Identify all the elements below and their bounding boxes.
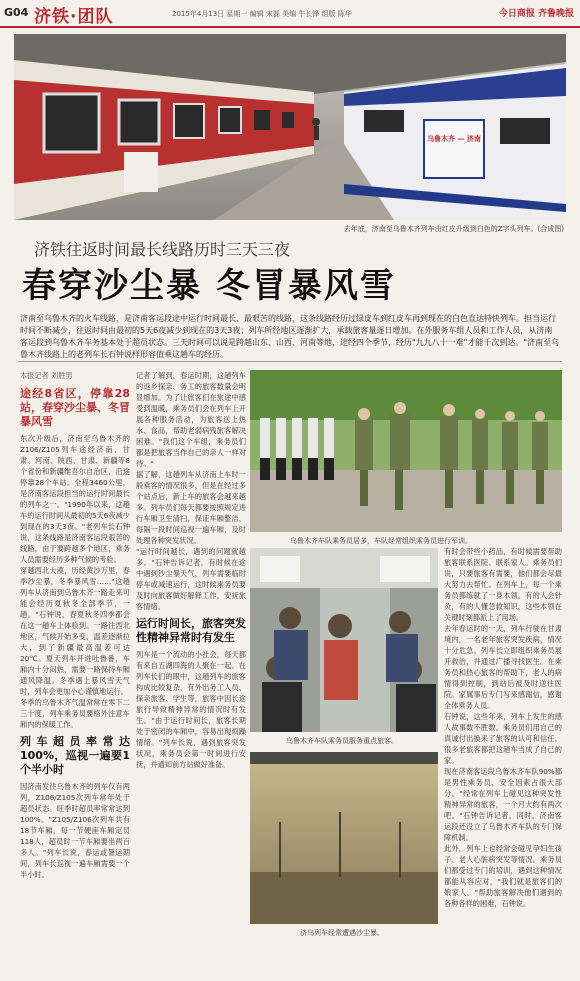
paragraph: 列车是一个流动的小社会，每天都有来自五湖四海的人聚在一起。在列车长们的眼中，这趟列车的旅客构成比较复杂，有外出务工人员、探亲旅客、学生等，旅客中因长途旅行导致精神异常的情况时有发生。"由于运行时间长，旅客长期处于密闭的车厢中，容易出现烦躁情绪。"列车长说，遇到旅客突发状况，乘务员会第一时间进行安抚，并通知前方站做好准备。 [136,650,246,769]
page-header [0,0,580,28]
newspaper-logo: 今日商报 齐鲁晚报 [498,9,574,19]
paragraph: 穿越西北大漠，历经黄沙万里，春季沙尘暴，冬季暴风雪……"这趟列车从济南到乌鲁木齐一路走来可能会经历夏秋冬全部季节，一趟。"石钟说，春夏秋冬四季都会在这一趟车上体验到。一路往西北地区，气候开始多变，温差逐渐拉大，到了新疆最高温差可达20℃。夏天列车开进吐鲁番，车厢内十分闷热，需要一路保持车厢通风降温。冬季遇上暴风雪天气时，列车会更加小心谨慎地运行。 [20,566,130,696]
subheadline: 济铁往返时间最长线路历时三天三夜 [34,240,291,259]
article-column-2 [136,370,246,975]
section-heading: 列车超员率常达100%，巡视一遍要1个半小时 [20,735,130,776]
paragraph: 去年春运时的一天，列车行驶在甘肃境内，一名老年旅客突发疾病，情况十分危急。列车长立即组织乘务员展开救治，并通过广播寻找医生。在乘务员和热心旅客的帮助下，老人的病情得到控制，到站后被及时送往医院。家属事后专门写来感谢信，感谢全体乘务人员。 [444,624,562,710]
page-number: G04 [4,6,29,19]
paragraph: 此外，列车上也经常会碰见孕妇生孩子、老人心脏病突发等情况。乘务员们都受过专门的培训，遇到这种情况都能从容应对，"我们就是旅客们的娘家人。"帮助旅客解决他们遇到的各种各样的困难，石钟说。 [444,844,562,908]
issue-meta: 2015年4月13日 星期一 编辑 宋磊 美编 牛长锋 组版 陈华 [172,10,352,18]
lead-paragraph: 济南至乌鲁木齐的火车线路，是济南客运段途中运行时间最长、最艰苦的线路，这条线路经历过绿皮车到红皮车再到现在的白色直达特快列车。担当运行时间不断减少，往返时间由最初的5天6夜减少到现在的3天3夜；列车所经地区逐渐扩大，承载旅客量逐日增加。在外服务车组人员和工作人员，从济南客运段到乌鲁木齐车务基本处于超员状态。三天时间可以说是跨越山东、山西、河南等地，途经四个季节，经历"九九八十一难"才能千次到达。"济南至乌鲁木齐线路上的老列车长石钟说样形容值乘这趟车的经历。 [20,314,560,359]
paragraph: 东次升级后，济南至乌鲁木齐的Z106/Z105列车途经济南、甘肃、河南、陕西、甘肃、新疆等8个省份和新疆维吾尔自治区，沿途停靠28个车站。全程3460公里，是济南客运段担当的运行时间最长的列车之一。"1990年以来，这趟车的运行时间从最初的5天6夜减少到现在的3天3夜。"老列车长石钟说，这条线路是济南客运段艰苦的线路，由于要跨越多个地区，乘务人员需要经历多种气候的考验。 [20,434,130,564]
article-column-3 [444,546,562,976]
train-illustration [14,34,566,220]
paragraph: 有时会带些小药品，有时候需要帮助旅客联系医院、联系家人。乘务员们说，只要旅客有需要，他们都会尽最大努力去帮忙。在列车上，每一个乘务员都练就了一身本领，有的人会针灸，有的人懂急救知识，这些本领在关键时刻都派上了用场。 [444,547,562,622]
service-photo [250,548,438,732]
byline: 本报记者 刘胜男 [20,371,73,380]
main-headline: 春穿沙尘暴 冬冒暴风雪 [22,266,396,306]
paragraph: 因济南发往乌鲁木齐的列车仅有两列，Z106/Z105次列车常年处于超员状态。旺季时超员率常常达到100%。"Z105/Z106次列车共有18节车厢，每一节硬座车厢定员118人，超员时一节车厢要坐两百多人。"列车长说，春运或暑运期间，列车长巡视一遍车厢需要一个半小时。 [20,782,130,879]
paragraph: 记者了解到，春运时期，这趟列车的返乡探亲、务工的旅客数量会明显增加。为了让旅客们在旅途中感受到温暖，乘务员们会在列车上开展各种服务活动，为旅客送上热水、食品，帮助老弱病残旅客解决困难。"我们这个车组，乘务员们都是把旅客当作自己的亲人一样对待。" [136,371,246,468]
training-photo-caption: 乌鲁木齐车队乘务员居多，车队经常组织乘务员进行军训。 [290,537,472,545]
sandstorm-photo [250,752,438,924]
section-title: 济铁·团队 [34,7,114,27]
service-photo-caption: 乌鲁木齐车队乘务员服务重点旅客。 [286,737,398,745]
top-train-photo [14,34,566,220]
paragraph: 据了解，这趟列车从济南上车时一般乘客的情况很多，但是在经过多个站点后，新上车的旅客会越来越多。列车员们每天都要按照规定进行车厢卫生清扫，保证车厢整洁，每隔一段时间巡视一遍车厢，及时处理各种突发状况。 [136,470,246,545]
top-photo-caption: 去年底，济南至乌鲁木齐列车由红皮升级到白色的Z字头列车。(合成图) [343,225,564,233]
paragraph: 冬季的乌鲁木齐气温常常在零下二三十度，列车乘务员要格外注意车厢内的保暖工作。 [20,698,130,729]
section-heading: 途经8省区，停靠28站，春穿沙尘暴、冬冒暴风雪 [20,387,130,428]
paragraph: "运行时间越长，遇到的问题就越多。"石钟告诉记者，有时候在途中遇到沙尘暴天气，列车需要临时停车或减速运行，这时候乘务员要及时向旅客做好解释工作，安抚旅客情绪。 [136,547,246,611]
divider [18,361,562,362]
paragraph: 现在济南客运段乌鲁木齐车队90%都是男性乘务员，安全因素占很大部分。"经常在列车上碰见这种突发性精神异常的旅客，一个月大约有两次吧。"石钟告诉记者，同时，济南客运段还设立了乌鲁木齐车队的专门保障机制。 [444,767,562,842]
training-photo [250,370,562,532]
paragraph: 石钟说，这些年来，列车上发生的感人故事数不胜数，乘务员们用自己的真诚付出换来了旅客的认可和信任，很多老旅客都把这趟车当成了自己的家。 [444,712,562,765]
train-sign: 乌鲁木齐 — 济南 [427,135,481,143]
article-column-1 [20,370,130,975]
sandstorm-photo-caption: 济乌列车经常遭遇沙尘暴。 [300,929,384,937]
section-heading: 运行时间长，旅客突发性精神异常时有发生 [136,617,246,644]
